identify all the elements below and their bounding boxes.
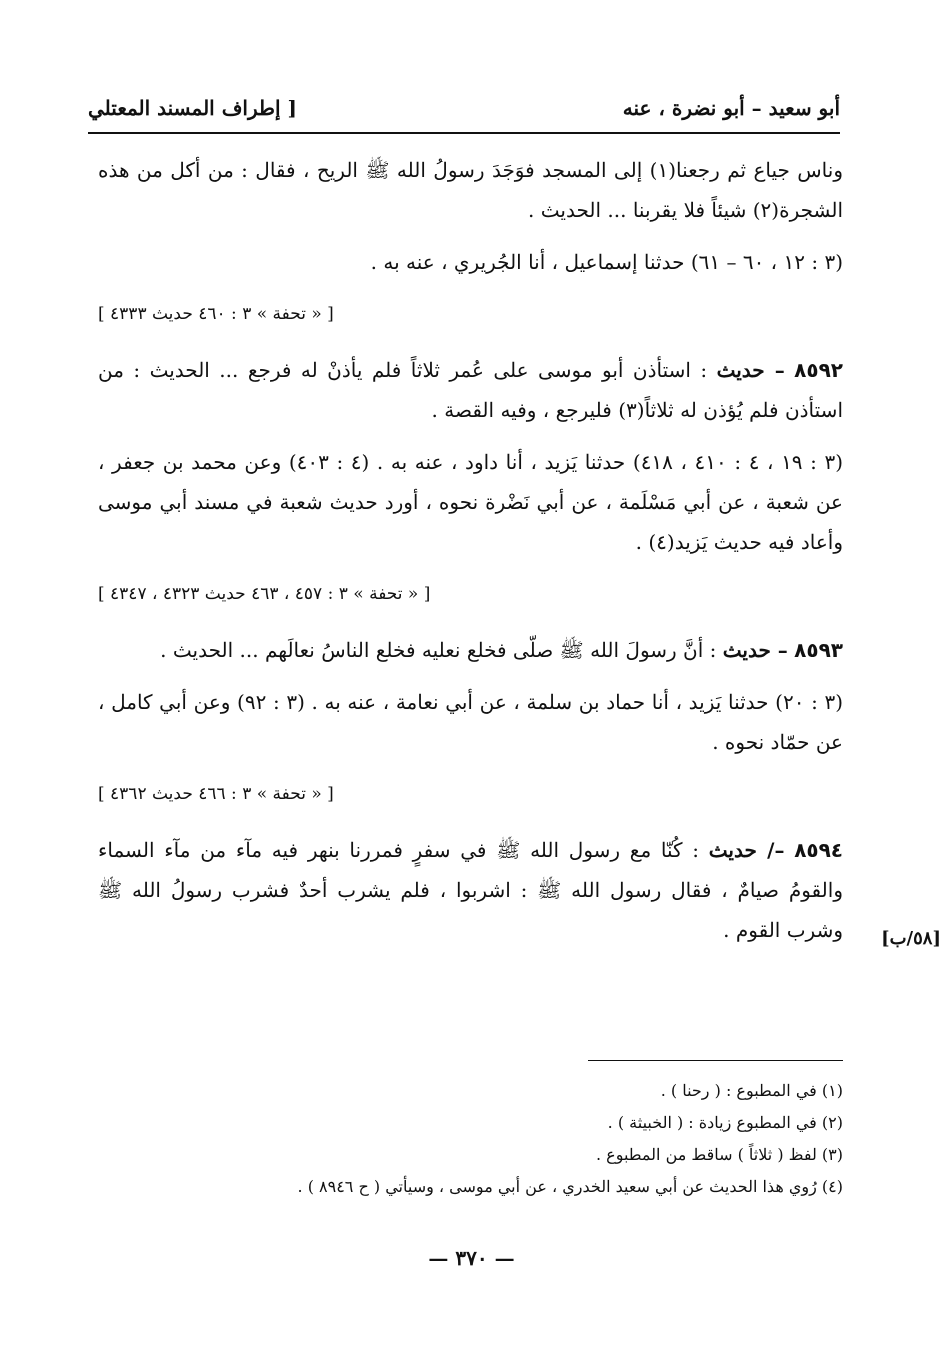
hadith-label: حديث (722, 638, 771, 662)
hadith-number: ٨٥٩٤ (794, 838, 844, 862)
tuhfa-reference-text: [ « تحفة » ٣ : ٤٦٦ حديث ٤٣٦٢ ] (98, 784, 334, 804)
running-head-book: [ إطراف المسند المعتلي (88, 96, 297, 120)
paragraph-chain: (٣ : ١٢ ، ٦٠ – ٦١) حدثنا إسماعيل ، أنا الجُريري ، عنه به . (370, 250, 843, 274)
footnote-divider (588, 1060, 843, 1061)
footnote-3: (٣) لفظ ( ثلاثاً ) ساقط من المطبوع . (595, 1145, 843, 1164)
hadith-label: حديث (708, 838, 757, 862)
tuhfa-reference-text: [ « تحفة » ٣ : ٤٥٧ ، ٤٦٣ حديث ٤٣٢٣ ، ٤٣٤٧ ] (98, 584, 431, 604)
tuhfa-reference (98, 574, 843, 614)
hadith-chain: (٣ : ١٩ ، ٤ : ٤١٠ ، ٤١٨) حدثنا يَزيد ، أنا داود ، عنه به . (٤ : ٤٠٣) وعن محمد بن جعفر ، عن شعبة ، عن أبي مَسْلَمة ، عن أبي نَضْرة نحوه ، أورد حديث شعبة في مسند أبي موسى وأعاد فيه حديث يَزيد(٤) . (98, 450, 844, 554)
manuscript-folio-note: [٥٨/ب] (881, 928, 941, 949)
hadith-entry: ٨٥٩٤ –/ حديث : كُنّا مع رسول الله ﷺ في سفرٍ فمررنا بنهر فيه مآء من مآء السماء والقومُ صيامٌ ، فقال رسول الله ﷺ : اشربوا ، فلم يشرب أحدٌ فشرب رسولُ الله ﷺ وشرب القوم . (98, 838, 844, 942)
paragraph-continuation: وناس جياع ثم رجعنا(١) إلى المسجد فوَجَدَ رسولُ الله ﷺ الريح ، فقال : من أكل من هذه الشجرة(٢) شيئاً فلا يقربنا ... الحديث . (98, 158, 843, 222)
footnote-4: (٤) رُوي هذا الحديث عن أبي سعيد الخدري ، عن أبي موسى ، وسيأتي ( ح ٨٩٤٦ ) . (297, 1177, 843, 1196)
hadith-text: : استأذن أبو موسى على عُمر ثلاثاً فلم يأذنْ له فرجع ... الحديث : من استأذن فلم يُؤذن له ثلاثاً(٣) فليرجع ، وفيه القصة . (98, 358, 843, 422)
tuhfa-reference (98, 294, 843, 334)
hadith-text: : أنَّ رسولَ الله ﷺ صلّى فخلع نعليه فخلع الناسُ نعالَهم ... الحديث . (160, 638, 717, 662)
footnote-2: (٢) في المطبوع زيادة : ( الخبيثة ) . (607, 1113, 843, 1132)
hadith-number: ٨٥٩٢ (794, 358, 843, 382)
running-head-title: أبو سعيد – أبو نضرة ، عنه (622, 96, 840, 120)
running-head (88, 92, 840, 134)
hadith-chain: (٣ : ٢٠) حدثنا يَزيد ، أنا حماد بن سلمة ، عن أبي نعامة ، عنه به . (٣ : ٩٢) وعن أبي كامل ، عن حمّاد نحوه . (98, 690, 844, 754)
hadith-number: ٨٥٩٣ (794, 638, 843, 662)
hadith-entry: ٨٥٩٢ – حديث : استأذن أبو موسى على عُمر ثلاثاً فلم يأذنْ له فرجع ... الحديث : من استأذن فلم يُؤذن له ثلاثاً(٣) فليرجع ، وفيه القصة . (98, 358, 843, 422)
footnotes (98, 1075, 843, 1203)
tuhfa-reference-text: [ « تحفة » ٣ : ٤٦٠ حديث ٤٣٣٣ ] (98, 304, 334, 324)
tuhfa-reference (98, 774, 843, 814)
footnote-1: (١) في المطبوع : ( رحنا ) . (660, 1081, 843, 1100)
hadith-entry: ٨٥٩٣ – حديث : أنَّ رسولَ الله ﷺ صلّى فخلع نعليه فخلع الناسُ نعالَهم ... الحديث . (160, 638, 843, 662)
main-text (98, 150, 843, 962)
hadith-text: : كُنّا مع رسول الله ﷺ في سفرٍ فمررنا بنهر فيه مآء من مآء السماء والقومُ صيامٌ ، فقال رسول الله ﷺ : اشربوا ، فلم يشرب أحدٌ فشرب رسولُ الله ﷺ وشرب القوم . (98, 838, 843, 942)
hadith-label: حديث (716, 358, 765, 382)
page-number: — ٣٧٠ — (428, 1246, 515, 1270)
